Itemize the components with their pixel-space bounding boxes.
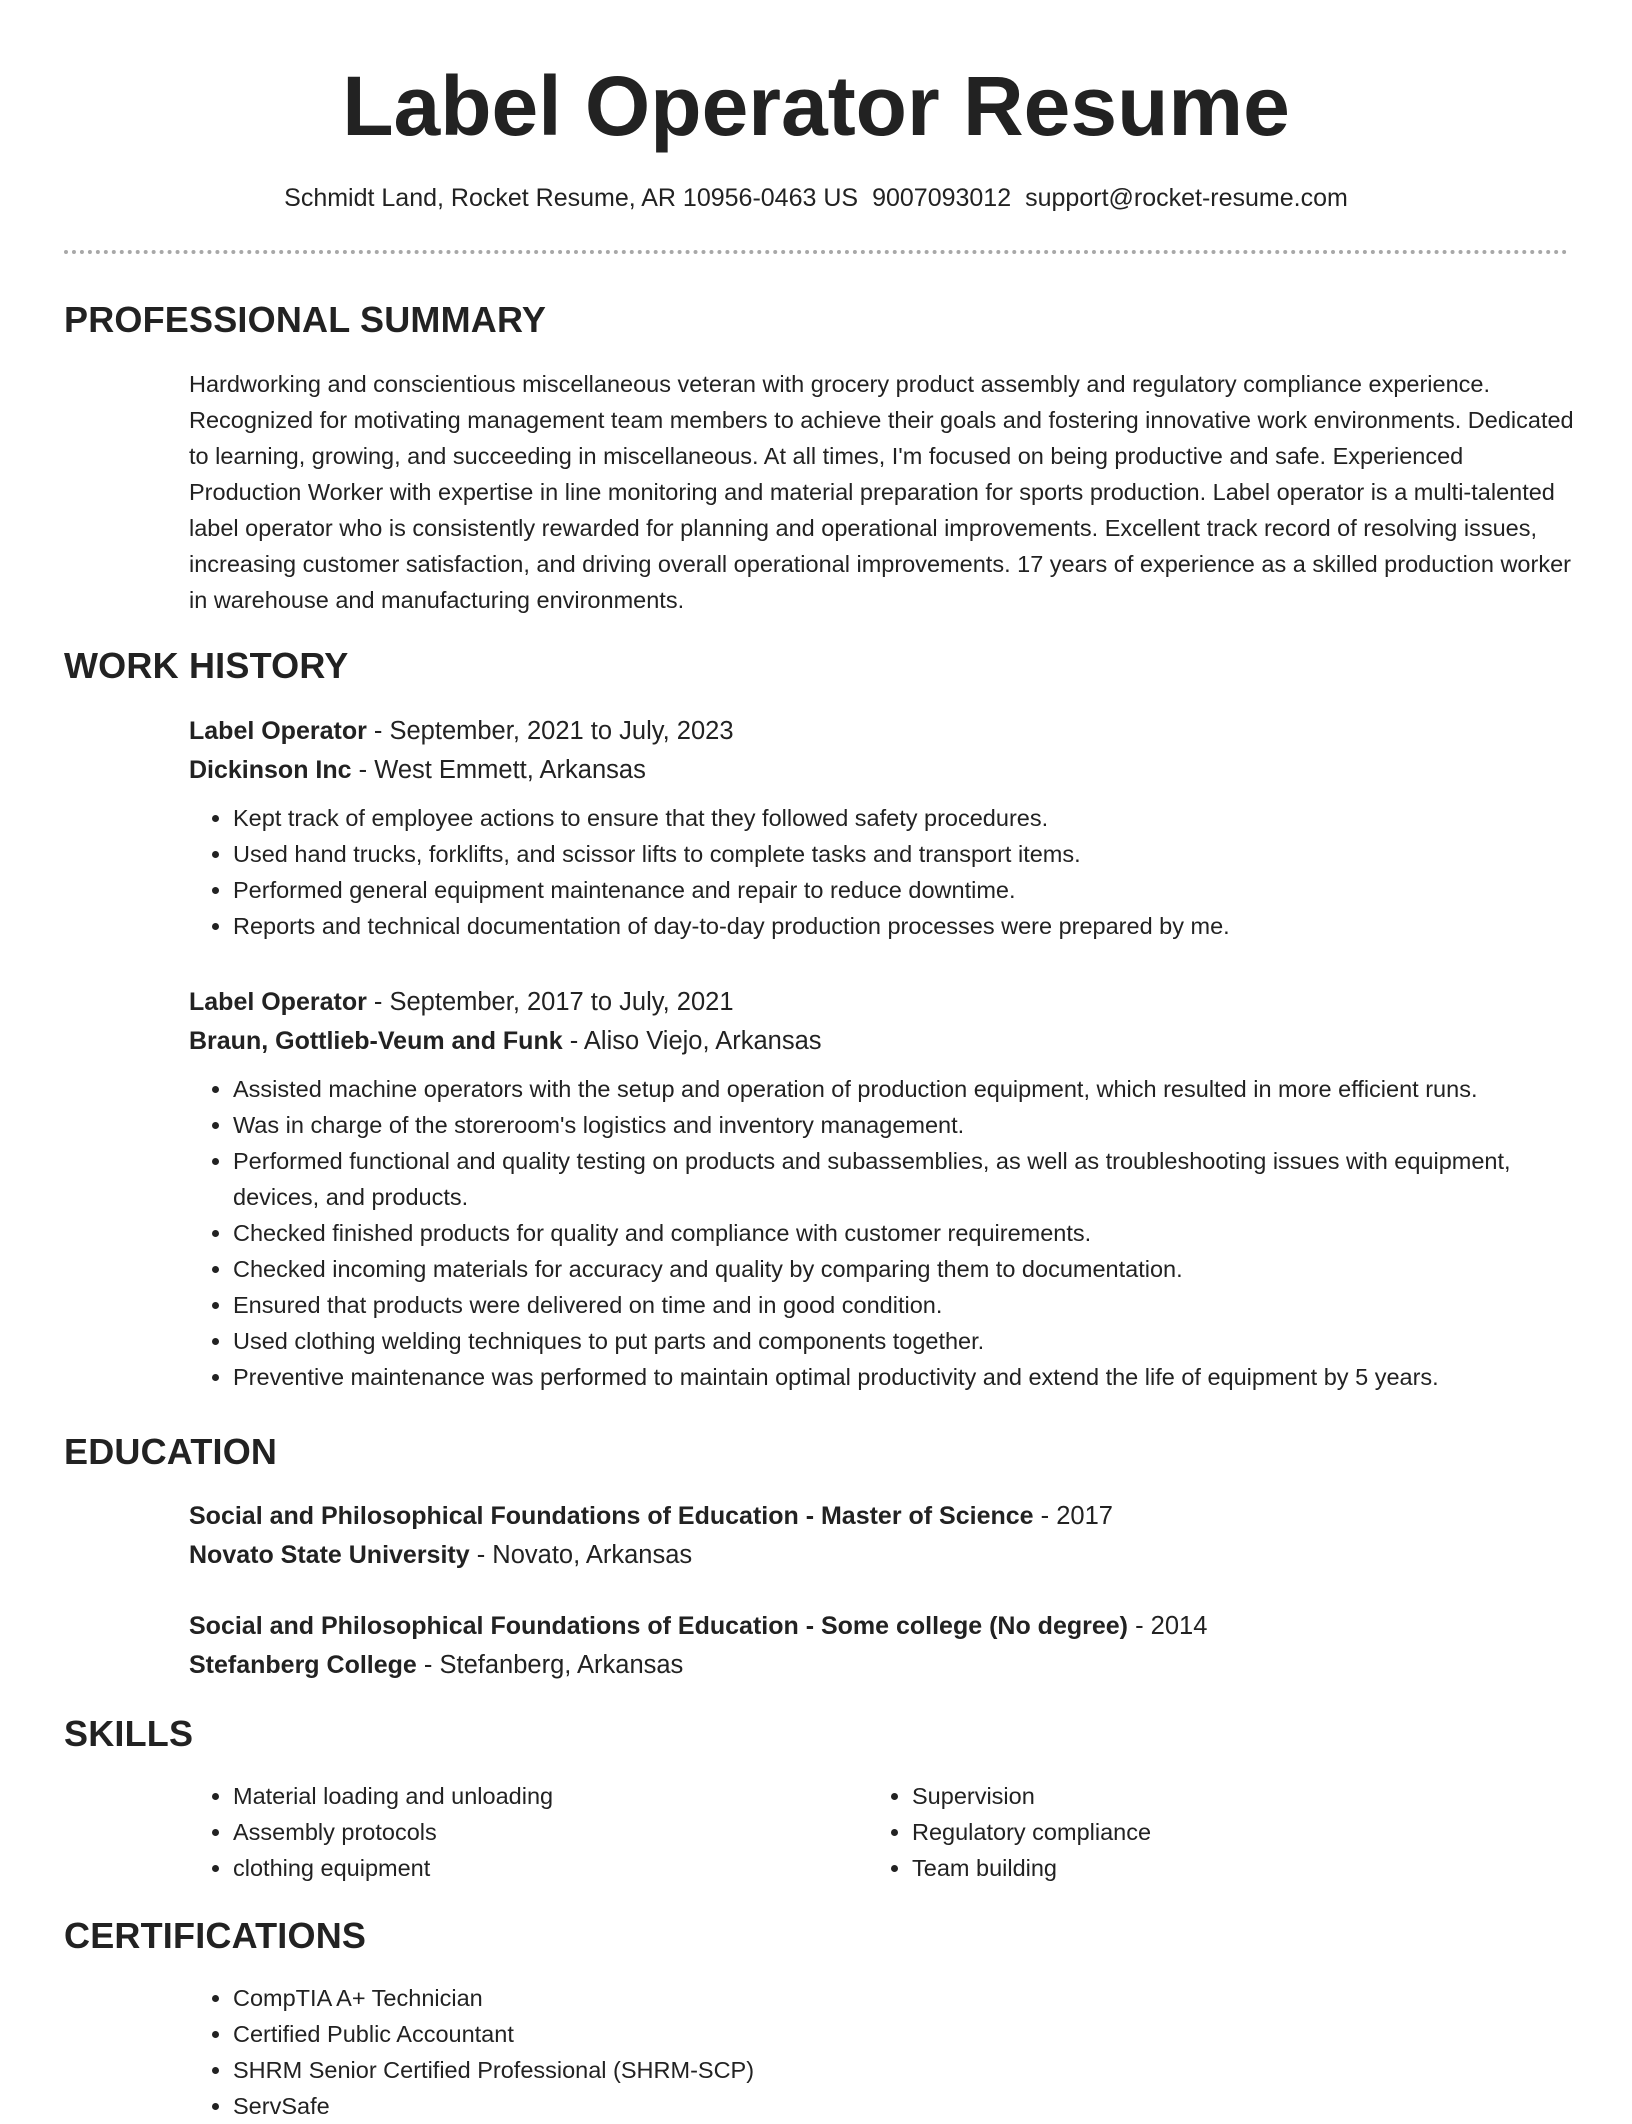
certification-item: • Certified Public Accountant [233, 2016, 1579, 2052]
skill-item: • clothing equipment [233, 1850, 849, 1886]
resume-title: Label Operator Resume [342, 59, 1290, 153]
certifications-block [189, 1980, 1579, 2124]
skill-item: • Assembly protocols [233, 1814, 849, 1850]
job-entry [189, 712, 1579, 944]
list-item: • Performed functional and quality testing on products and subassemblies, as well as troubleshooting issues with equipment, devices, and products. [233, 1143, 1579, 1215]
contact-email: support@rocket-resume.com [1025, 184, 1348, 212]
skill-item: • Regulatory compliance [912, 1814, 1528, 1850]
list-item: • Kept track of employee actions to ensure that they followed safety procedures. [233, 800, 1579, 836]
summary-text: Hardworking and conscientious miscellaneous veteran with grocery product assembly and regulatory compliance experience. Recognized for motivating management team members to achieve their goals and fostering innovative work environments. Dedicated to learning, growing, and succeeding in miscellaneous. At all times, I'm focused on being productive and safe. Experienced Production Worker with expertise in line monitoring and material preparation for sports production. Label operator is a multi-talented label operator who is consistently rewarded for planning and operational improvements. Excellent track record of resolving issues, increasing customer satisfaction, and driving overall operational improvements. 17 years of experience as a skilled production worker in warehouse and manufacturing environments. [189, 371, 1574, 613]
job-title: Label Operator [189, 988, 367, 1016]
list-item: • Preventive maintenance was performed to maintain optimal productivity and extend the life of equipment by 5 years. [233, 1359, 1579, 1395]
certification-item: • ServSafe [233, 2088, 1579, 2124]
job-location: - Aliso Viejo, Arkansas [562, 1027, 822, 1055]
job-company: Braun, Gottlieb-Veum and Funk [189, 1027, 563, 1055]
job-location: - West Emmett, Arkansas [351, 756, 646, 784]
skills-list [868, 1778, 1528, 1886]
job-dates: - September, 2021 to July, 2023 [366, 717, 734, 745]
school-location: - Stefanberg, Arkansas [416, 1651, 684, 1679]
job-bullets [189, 1071, 1579, 1395]
certifications-heading: CERTIFICATIONS [64, 1915, 367, 1956]
education-heading: EDUCATION [64, 1431, 278, 1472]
education-entry [189, 1497, 1579, 1575]
list-item: • Assisted machine operators with the setup and operation of production equipment, which resulted in more efficient runs. [233, 1071, 1579, 1107]
list-item: • Used hand trucks, forklifts, and scissor lifts to complete tasks and transport items. [233, 836, 1579, 872]
degree-name: Social and Philosophical Foundations of Education - Master of Science [189, 1502, 1034, 1530]
list-item: • Reports and technical documentation of day-to-day production processes were prepared by me. [233, 908, 1579, 944]
job-company-line [189, 751, 1579, 790]
contact-line [0, 180, 1632, 216]
job-title-line [189, 712, 1579, 751]
degree-year: - 2017 [1033, 1502, 1113, 1530]
skills-list [189, 1778, 849, 1886]
list-item: • Ensured that products were delivered on time and in good condition. [233, 1287, 1579, 1323]
school-location: - Novato, Arkansas [469, 1541, 693, 1569]
header-divider [64, 250, 1568, 254]
list-item: • Was in charge of the storeroom's logistics and inventory management. [233, 1107, 1579, 1143]
skills-column-right [868, 1778, 1528, 1886]
skill-item: • Material loading and unloading [233, 1778, 849, 1814]
certification-item: • SHRM Senior Certified Professional (SHRM-SCP) [233, 2052, 1579, 2088]
job-entry [189, 983, 1579, 1395]
job-bullets [189, 800, 1579, 944]
contact-address: Schmidt Land, Rocket Resume, AR 10956-0463 US [284, 184, 859, 212]
job-company-line [189, 1022, 1579, 1061]
certifications-list [189, 1980, 1579, 2124]
skills-heading: SKILLS [64, 1713, 194, 1754]
education-entry [189, 1607, 1579, 1685]
list-item: • Performed general equipment maintenance and repair to reduce downtime. [233, 872, 1579, 908]
degree-line [189, 1497, 1579, 1536]
job-title-line [189, 983, 1579, 1022]
skill-item: • Supervision [912, 1778, 1528, 1814]
degree-name: Social and Philosophical Foundations of Education - Some college (No degree) [189, 1612, 1128, 1640]
degree-line [189, 1607, 1579, 1646]
list-item: • Checked incoming materials for accuracy and quality by comparing them to documentation. [233, 1251, 1579, 1287]
degree-year: - 2014 [1128, 1612, 1208, 1640]
summary-heading: PROFESSIONAL SUMMARY [64, 299, 547, 340]
job-company: Dickinson Inc [189, 756, 352, 784]
school-name: Novato State University [189, 1541, 470, 1569]
school-line [189, 1536, 1579, 1575]
contact-phone: 9007093012 [872, 184, 1012, 212]
skills-column-left [189, 1778, 849, 1886]
school-line [189, 1646, 1579, 1685]
certification-item: • CompTIA A+ Technician [233, 1980, 1579, 2016]
list-item: • Checked finished products for quality and compliance with customer requirements. [233, 1215, 1579, 1251]
work-history-heading: WORK HISTORY [64, 645, 349, 686]
list-item: • Used clothing welding techniques to put parts and components together. [233, 1323, 1579, 1359]
school-name: Stefanberg College [189, 1651, 417, 1679]
job-title: Label Operator [189, 717, 367, 745]
job-dates: - September, 2017 to July, 2021 [366, 988, 734, 1016]
skill-item: • Team building [912, 1850, 1528, 1886]
